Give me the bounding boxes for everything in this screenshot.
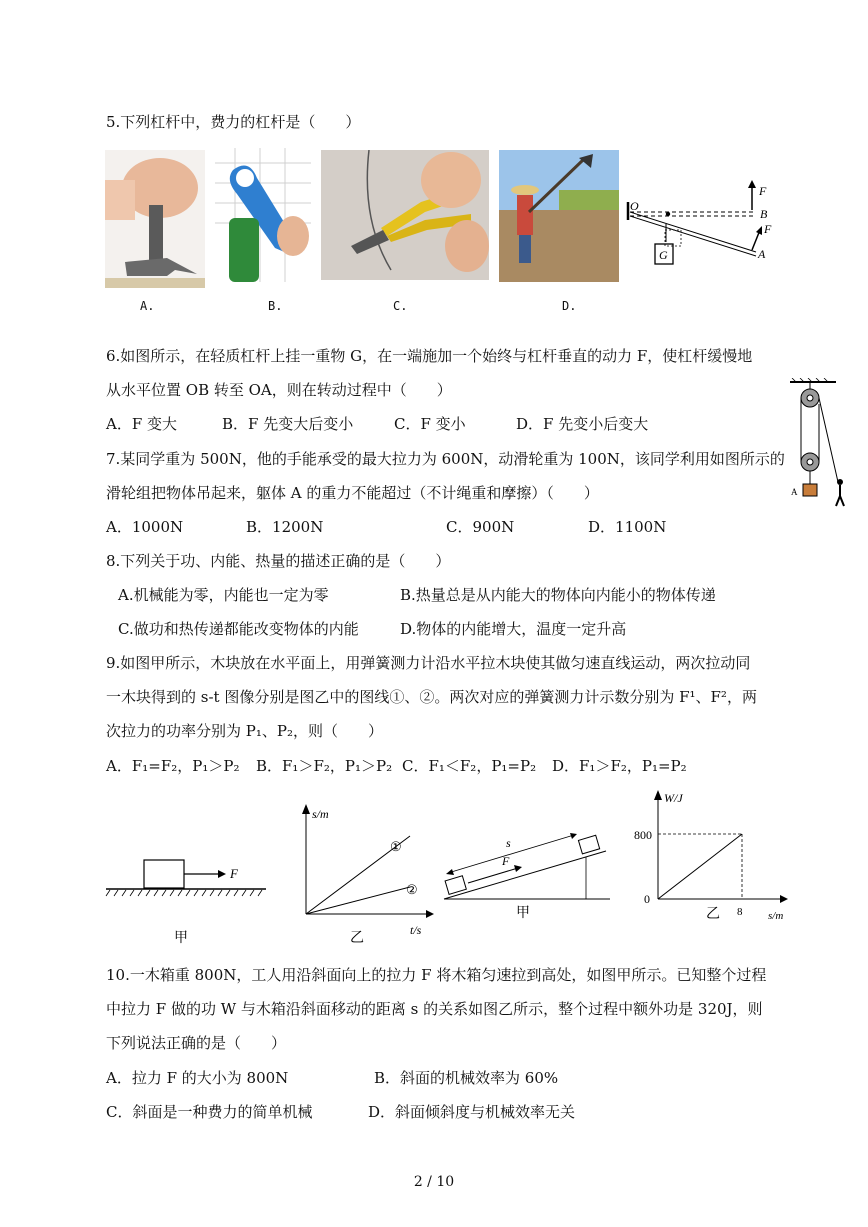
q9-line3: 次拉力的功率分别为 P₁、P₂，则（ ） bbox=[106, 722, 383, 740]
incline-figure bbox=[440, 815, 615, 925]
q8-option-c: C.做功和热传递都能改变物体的内能 bbox=[118, 620, 359, 638]
lever-diagram bbox=[624, 176, 784, 268]
q5-caption-b: B. bbox=[268, 299, 283, 313]
ws-caption: 乙 bbox=[706, 907, 720, 922]
q8-option-b: B.热量总是从内能大的物体向内能小的物体传递 bbox=[400, 586, 716, 604]
q6-option-d: D．F 先变小后变大 bbox=[516, 415, 649, 433]
q9-option-a: A．F₁=F₂，P₁＞P₂ bbox=[106, 757, 240, 775]
q5-caption-d: D. bbox=[562, 299, 577, 313]
work-distance-chart bbox=[630, 784, 795, 926]
ws-xtick-8: 8 bbox=[737, 906, 743, 918]
q7-line2: 滑轮组把物体吊起来，躯体 A 的重力不能超过（不计绳重和摩擦）（ ） bbox=[106, 484, 599, 502]
lever-label-f1: F bbox=[759, 184, 767, 198]
q10-line3: 下列说法正确的是（ ） bbox=[106, 1034, 287, 1052]
q10-line1: 10.一木箱重 800N，工人用沿斜面向上的拉力 F 将木箱匀速拉到高处，如图甲所示。已知整个过程 bbox=[106, 966, 767, 984]
q5-caption-a: A. bbox=[140, 299, 155, 313]
q9-line1: 9.如图甲所示，木块放在水平面上，用弹簧测力计沿水平拉木块使其做匀速直线运动，两次拉动同 bbox=[106, 654, 751, 672]
st-ylabel: s/m bbox=[312, 807, 329, 821]
st-series-2-label: ② bbox=[406, 882, 418, 897]
q9-force-label: F bbox=[230, 866, 238, 881]
q9-option-c: C．F₁＜F₂，P₁=P₂ bbox=[402, 757, 537, 775]
pulley-label-a: A bbox=[791, 487, 798, 497]
q7-option-c: C．900N bbox=[446, 518, 515, 536]
q6-option-a: A．F 变大 bbox=[106, 415, 178, 433]
ws-xlabel: s/m bbox=[768, 910, 784, 922]
q6-line2: 从水平位置 OB 转至 OA，则在转动过程中（ ） bbox=[106, 381, 452, 399]
ws-origin: 0 bbox=[644, 892, 650, 906]
lever-label-o: O bbox=[630, 199, 639, 213]
q7-option-b: B．1200N bbox=[246, 518, 324, 536]
q8-option-a: A.机械能为零，内能也一定为零 bbox=[118, 586, 329, 604]
lever-label-a: A bbox=[758, 247, 766, 261]
q10-option-c: C．斜面是一种费力的简单机械 bbox=[106, 1103, 313, 1121]
st-series-1-label: ① bbox=[390, 839, 402, 854]
q5-caption-c: C. bbox=[393, 299, 408, 313]
q9-line2: 一木块得到的 s-t 图像分别是图乙中的图线①、②。两次对应的弹簧测力计示数分别为 F¹、F²，两 bbox=[106, 688, 757, 706]
lever-label-b: B bbox=[760, 207, 768, 221]
q9-block-figure bbox=[104, 850, 274, 950]
hammer-photo bbox=[105, 150, 205, 288]
q6-line1: 6.如图所示，在轻质杠杆上挂一重物 G，在一端施加一个始终与杠杆垂直的动力 F，使杠杆缓慢地 bbox=[106, 347, 753, 365]
incline-force-label: F bbox=[502, 854, 510, 868]
st-xlabel: t/s bbox=[410, 923, 422, 937]
q6-option-b: B．F 先变大后变小 bbox=[222, 415, 354, 433]
q10-option-b: B．斜面的机械效率为 60% bbox=[374, 1069, 559, 1087]
st-series-2-line bbox=[306, 887, 410, 914]
incline-s-label: s bbox=[506, 836, 511, 850]
page-number: 2 / 10 bbox=[413, 1174, 455, 1190]
q10-option-d: D．斜面倾斜度与机械效率无关 bbox=[368, 1103, 576, 1121]
bottle-opener-photo bbox=[215, 148, 311, 282]
q6-option-c: C．F 变小 bbox=[394, 415, 466, 433]
q9-yi-caption: 乙 bbox=[350, 931, 364, 946]
ws-ytick-800: 800 bbox=[634, 828, 652, 842]
q10-line2: 中拉力 F 做的功 W 与木箱沿斜面移动的距离 s 的关系如图乙所示，整个过程中额外功是 320J，则 bbox=[106, 1000, 763, 1018]
farmer-hoe-photo bbox=[499, 150, 619, 282]
q7-line1: 7.某同学重为 500N，他的手能承受的最大拉力为 600N，动滑轮重为 100N，该同学利用如图所示的 bbox=[106, 450, 785, 468]
ws-series-line bbox=[658, 834, 742, 899]
q9-st-chart bbox=[290, 800, 435, 950]
lever-label-f2: F bbox=[764, 222, 772, 236]
pliers-photo bbox=[321, 150, 489, 280]
incline-caption: 甲 bbox=[516, 906, 530, 921]
q5-stem: 5.下列杠杆中，费力的杠杆是（ ） bbox=[106, 113, 361, 131]
q7-option-d: D．1100N bbox=[588, 518, 667, 536]
q9-option-b: B．F₁＞F₂，P₁＞P₂ bbox=[256, 757, 393, 775]
q8-stem: 8.下列关于功、内能、热量的描述正确的是（ ） bbox=[106, 552, 451, 570]
q10-option-a: A．拉力 F 的大小为 800N bbox=[106, 1069, 289, 1087]
lever-label-g: G bbox=[659, 248, 668, 262]
q7-option-a: A．1000N bbox=[106, 518, 184, 536]
pulley-figure bbox=[788, 378, 850, 508]
ws-ylabel: W/J bbox=[664, 791, 683, 805]
q8-option-d: D.物体的内能增大，温度一定升高 bbox=[400, 620, 627, 638]
q9-option-d: D．F₁＞F₂，P₁=P₂ bbox=[552, 757, 687, 775]
q9-jia-caption: 甲 bbox=[174, 931, 188, 946]
